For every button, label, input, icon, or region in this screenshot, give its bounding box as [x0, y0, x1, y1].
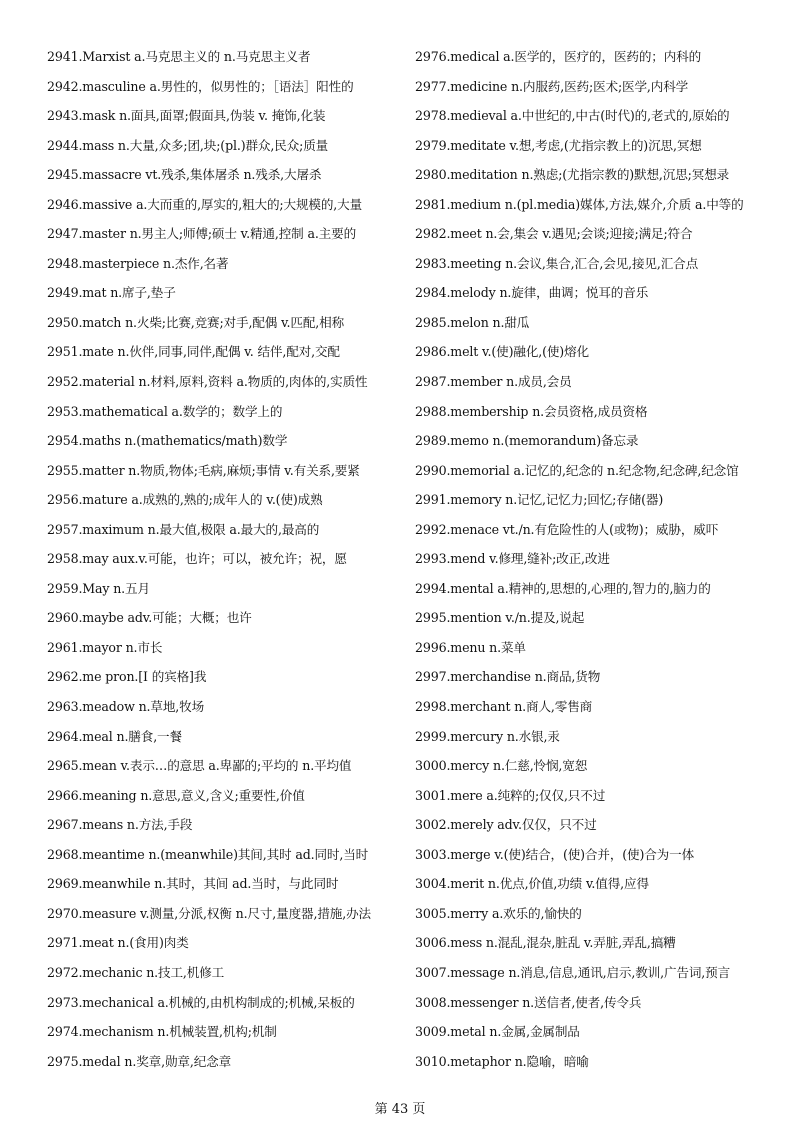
- vocab-entry: 3009.metal n.金属,金属制品: [415, 1024, 580, 1040]
- vocab-entry: 2975.medal n.奖章,勋章,纪念章: [47, 1053, 232, 1069]
- vocab-entry: 2953.mathematical a.数学的；数学上的: [47, 403, 283, 419]
- vocab-entry: 2957.maximum n.最大值,极限 a.最大的,最高的: [47, 521, 320, 537]
- vocab-entry: 2951.mate n.伙伴,同事,同伴,配偶 v. 结伴,配对,交配: [47, 344, 340, 360]
- vocab-entry: 2958.may aux.v.可能，也许；可以，被允许；祝，愿: [47, 551, 347, 567]
- vocab-entry: 2979.meditate v.想,考虑,(尤指宗教上的)沉思,冥想: [415, 137, 702, 153]
- vocab-entry: 3004.merit n.优点,价值,功绩 v.值得,应得: [415, 876, 649, 892]
- vocab-entry: 3001.mere a.纯粹的;仅仅,只不过: [415, 787, 606, 803]
- vocab-entry: 2990.memorial a.记忆的,纪念的 n.纪念物,纪念碑,纪念馆: [415, 462, 739, 478]
- vocab-entry: 3006.mess n.混乱,混杂,脏乱 v.弄脏,弄乱,搞糟: [415, 935, 676, 951]
- vocab-entry: 2942.masculine a.男性的，似男性的；［语法］阳性的: [47, 78, 354, 94]
- vocab-entry: 2969.meanwhile n.其时，其间 ad.当时，与此同时: [47, 876, 339, 892]
- vocab-entry: 2974.mechanism n.机械装置,机构;机制: [47, 1024, 277, 1040]
- vocab-entry: 2956.mature a.成熟的,熟的;成年人的 v.(使)成熟: [47, 492, 323, 508]
- vocab-entry: 2985.melon n.甜瓜: [415, 314, 530, 330]
- vocab-entry: 2964.meal n.膳食,一餐: [47, 728, 182, 744]
- vocab-entry: 2960.maybe adv.可能；大概；也许: [47, 610, 252, 626]
- vocab-entry: 2981.medium n.(pl.media)媒体,方法,媒介,介质 a.中等的: [415, 196, 744, 212]
- vocab-entry: 2955.matter n.物质,物体;毛病,麻烦;事情 v.有关系,要紧: [47, 462, 360, 478]
- vocab-entry: 3005.merry a.欢乐的,愉快的: [415, 905, 582, 921]
- vocab-entry: 2966.meaning n.意思,意义,含义;重要性,价值: [47, 787, 305, 803]
- vocab-entry: 2982.meet n.会,集会 v.遇见;会谈;迎接;满足;符合: [415, 226, 693, 242]
- vocab-entry: 2948.masterpiece n.杰作,名著: [47, 255, 229, 271]
- vocab-entry: 2993.mend v.修理,缝补;改正,改进: [415, 551, 610, 567]
- vocab-entry: 2986.melt v.(使)融化,(使)熔化: [415, 344, 589, 360]
- page-number: 第 43 页: [374, 1102, 426, 1117]
- vocab-entry: 2971.meat n.(食用)肉类: [47, 935, 189, 951]
- vocab-entry: 2946.massive a.大而重的,厚实的,粗大的;大规模的,大量: [47, 196, 363, 212]
- vocab-entry: 2954.maths n.(mathematics/math)数学: [47, 433, 288, 449]
- vocab-entry: 2996.menu n.菜单: [415, 639, 526, 655]
- vocab-entry: 2995.mention v./n.提及,说起: [415, 610, 585, 626]
- vocab-entry: 2970.measure v.测量,分派,权衡 n.尺寸,量度器,措施,办法: [47, 905, 371, 921]
- vocab-entry: 2978.medieval a.中世纪的,中古(时代)的,老式的,原始的: [415, 108, 730, 124]
- vocab-entry: 2952.material n.材料,原料,资料 a.物质的,肉体的,实质性: [47, 374, 368, 390]
- vocab-entry: 3007.message n.消息,信息,通讯,启示,教训,广告词,预言: [415, 964, 731, 980]
- vocab-entry: 2949.mat n.席子,垫子: [47, 285, 176, 301]
- vocab-entry: 2944.mass n.大量,众多;团,块;(pl.)群众,民众;质量: [47, 137, 329, 153]
- vocab-entry: 2997.merchandise n.商品,货物: [415, 669, 601, 685]
- vocab-entry: 2959.May n.五月: [47, 580, 150, 596]
- vocab-entry: 2943.mask n.面具,面罩;假面具,伪装 v. 掩饰,化装: [47, 108, 326, 124]
- vocab-entry: 2991.memory n.记忆,记忆力;回忆;存储(器): [415, 492, 664, 508]
- vocab-entry: 3002.merely adv.仅仅，只不过: [415, 817, 597, 833]
- vocab-entry: 2976.medical a.医学的，医疗的，医药的；内科的: [415, 49, 702, 64]
- vocab-entry: 2987.member n.成员,会员: [415, 374, 572, 390]
- vocab-entry: 2973.mechanical a.机械的,由机构制成的;机械,呆板的: [47, 994, 355, 1010]
- vocab-entry: 2967.means n.方法,手段: [47, 817, 193, 833]
- vocab-entry: 3003.merge v.(使)结合，(使)合并，(使)合为一体: [415, 846, 695, 862]
- vocab-entry: 2983.meeting n.会议,集合,汇合,会见,接见,汇合点: [415, 255, 699, 271]
- vocab-entry: 2980.meditation n.熟虑;(尤指宗教的)默想,沉思;冥想录: [415, 167, 730, 183]
- vocab-entry: 2950.match n.火柴;比赛,竞赛;对手,配偶 v.匹配,相称: [47, 314, 345, 330]
- vocab-entry: 2989.memo n.(memorandum)备忘录: [415, 433, 639, 449]
- vocab-entry: 2992.menace vt./n.有危险性的人(或物)；威胁，威吓: [415, 521, 719, 537]
- vocab-entry: 3008.messenger n.送信者,使者,传令兵: [415, 994, 642, 1010]
- vocab-entry: 2961.mayor n.市长: [47, 639, 163, 655]
- vocab-entry: 2988.membership n.会员资格,成员资格: [415, 403, 648, 419]
- vocab-entry: 2947.master n.男主人;师傅;硕士 v.精通,控制 a.主要的: [47, 226, 357, 242]
- vocab-entry: 2998.merchant n.商人,零售商: [415, 699, 593, 715]
- vocab-entry: 2977.medicine n.内服药,医药;医术;医学,内科学: [415, 78, 689, 94]
- vocab-entry: 2962.me pron.[I 的宾格]我: [47, 669, 207, 685]
- vocab-entry: 2963.meadow n.草地,牧场: [47, 699, 205, 715]
- vocab-entry: 2984.melody n.旋律，曲调；悦耳的音乐: [415, 285, 649, 301]
- vocab-entry: 2994.mental a.精神的,思想的,心理的,智力的,脑力的: [415, 580, 711, 596]
- vocab-entry: 2965.mean v.表示…的意思 a.卑鄙的;平均的 n.平均值: [47, 758, 352, 774]
- vocab-entry: 2968.meantime n.(meanwhile)其间,其时 ad.同时,当时: [47, 846, 369, 862]
- vocab-entry: 2999.mercury n.水银,汞: [415, 728, 560, 744]
- vocab-entry: 2945.massacre vt.残杀,集体屠杀 n.残杀,大屠杀: [47, 167, 322, 183]
- vocab-entry: 3010.metaphor n.隐喻，暗喻: [415, 1053, 589, 1069]
- vocab-entry: 3000.mercy n.仁慈,怜悯,宽恕: [415, 758, 588, 774]
- right-column: [415, 42, 787, 1076]
- vocab-entry: 2972.mechanic n.技工,机修工: [47, 964, 225, 980]
- left-column: [47, 42, 392, 1076]
- vocab-entry: 2941.Marxist a.马克思主义的 n.马克思主义者: [47, 49, 311, 64]
